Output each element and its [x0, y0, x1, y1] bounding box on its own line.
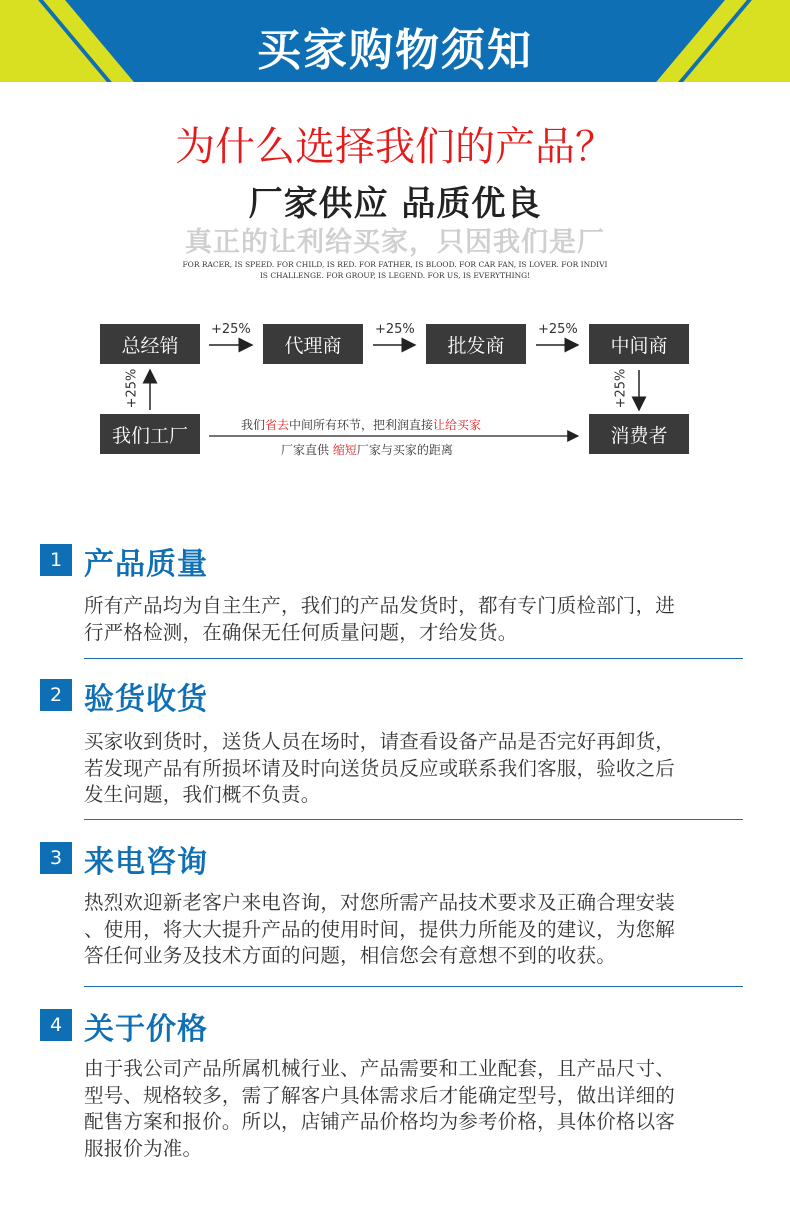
body-line: 服报价为准。 [84, 1136, 203, 1160]
note1-part-c: 中间所有环节，把利润直接 [289, 418, 434, 432]
node-agent: 代理商 [263, 324, 363, 364]
note2-part-a: 厂家直供 [281, 443, 333, 457]
why-choose-heading: 为什么选择我们的产品？ [175, 124, 615, 170]
section-number-3: 3 [40, 842, 72, 874]
markup-label-factory: +25% [124, 368, 140, 409]
note1-part-d: 让给买家 [433, 418, 482, 432]
section-divider [84, 986, 743, 987]
section-divider [84, 819, 743, 820]
note2-part-b: 缩短 [332, 443, 357, 457]
section-title-pricing: 关于价格 [84, 1012, 208, 1047]
body-line: 由于我公司产品所属机械行业、产品需要和工业配套，且产品尺寸、 [84, 1057, 676, 1080]
body-line: 热烈欢迎新老客户来电咨询，对您所需产品技术要求及正确合理安装 [84, 891, 676, 914]
english-tagline-line-2: IS CHALLENGE. FOR GROUP, IS LEGEND. FOR US, IS EVERYTHING! [259, 271, 531, 280]
body-line: 答任何业务及技术方面的问题，相信您会有意想不到的收获。 [84, 944, 616, 967]
note2-part-c: 厂家与买家的距离 [356, 443, 453, 457]
english-tagline-line-1: FOR RACER, IS SPEED. FOR CHILD, IS RED. FOR FATHER, IS BLOOD. FOR CAR FAN, IS LOVER. FOR INDIVI [182, 260, 608, 269]
section-number-4: 4 [40, 1009, 72, 1041]
node-middleman: 中间商 [589, 324, 689, 364]
body-line: 配售方案和报价。所以，店铺产品价格均为参考价格，具体价格以客 [84, 1110, 676, 1133]
section-title-product-quality: 产品质量 [84, 547, 208, 582]
section-divider [84, 658, 743, 659]
node-consumer: 消费者 [589, 414, 689, 454]
sub-slogan: 真正的让利给买家，只因我们是厂 [185, 227, 605, 258]
page-title: 买家购物须知 [257, 25, 533, 76]
markup-label-2: +25% [375, 322, 415, 337]
node-our-factory: 我们工厂 [100, 414, 200, 454]
section-title-inspection: 验货收货 [84, 682, 208, 717]
note1-part-a: 我们 [241, 418, 266, 432]
body-line: 发生问题，我们概不负责。 [84, 783, 321, 806]
section-body-inspection [84, 729, 749, 809]
node-wholesaler: 批发商 [426, 324, 526, 364]
body-line: 所有产品均为自主生产，我们的产品发货时，都有专门质检部门，进 [84, 594, 676, 617]
markup-label-3: +25% [538, 322, 578, 337]
section-body-consultation [84, 890, 749, 970]
section-body-product-quality [84, 593, 749, 646]
body-line: 买家收到货时，送货人员在场时，请查看设备产品是否完好再卸货， [84, 730, 676, 753]
note1-part-b: 省去 [265, 418, 290, 432]
section-number-2: 2 [40, 679, 72, 711]
flow-note-direct-supply [281, 441, 453, 458]
body-line: 型号、规格较多，需了解客户具体需求后才能确定型号，做出详细的 [84, 1083, 676, 1107]
markup-label-consumer: +25% [613, 368, 629, 409]
slogan: 厂家供应 品质优良 [248, 184, 542, 224]
section-number-1: 1 [40, 544, 72, 576]
body-line: 行严格检测，在确保无任何质量问题，才给发货。 [84, 620, 518, 644]
body-line: 、使用，将大大提升产品的使用时间，提供力所能及的建议，为您解 [84, 917, 676, 941]
body-line: 若发现产品有所损坏请及时向送货员反应或联系我们客服，验收之后 [84, 756, 676, 780]
section-body-pricing [84, 1056, 749, 1162]
section-title-consultation: 来电咨询 [84, 845, 208, 880]
node-general-distributor: 总经销 [100, 324, 200, 364]
markup-label-1: +25% [211, 322, 251, 337]
flow-note-skip-middlemen [241, 416, 481, 433]
